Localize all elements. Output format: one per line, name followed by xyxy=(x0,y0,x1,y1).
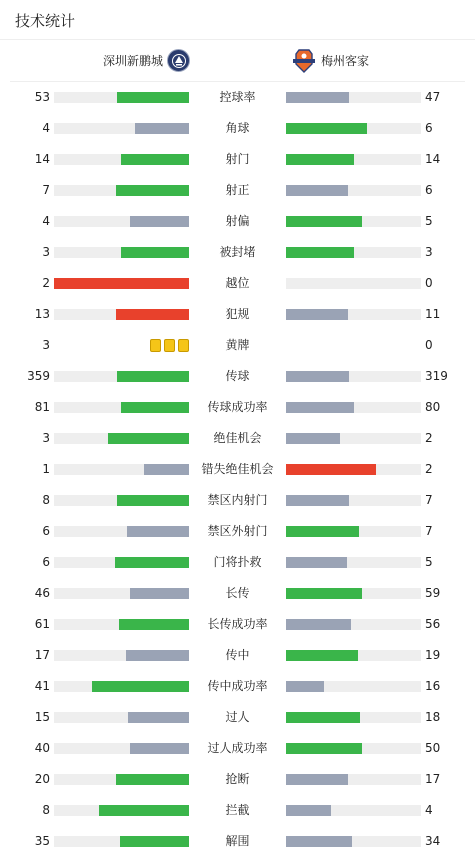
away-stat-bar-fill xyxy=(286,464,376,475)
home-stat-value: 35 xyxy=(34,834,50,848)
away-stat-bar xyxy=(286,619,421,630)
home-stat-bar xyxy=(54,464,189,475)
away-team-logo xyxy=(291,48,317,74)
stat-label: 错失绝佳机会 xyxy=(201,462,274,476)
stat-label: 禁区外射门 xyxy=(207,524,268,538)
away-stat-bar xyxy=(286,185,421,196)
home-team-logo xyxy=(167,49,190,72)
home-stat-bar-fill xyxy=(117,371,189,382)
away-stat-value: 319 xyxy=(425,369,448,383)
home-stat-bar xyxy=(54,495,189,506)
away-stat-value: 19 xyxy=(425,648,441,662)
away-stat-value: 50 xyxy=(425,741,441,755)
away-stat-bar xyxy=(286,247,421,258)
home-stat-value: 61 xyxy=(34,617,50,631)
away-stat-value: 4 xyxy=(425,803,433,817)
away-stat-bar xyxy=(286,681,421,692)
home-stat-bar-fill xyxy=(115,557,189,568)
away-stat-value: 6 xyxy=(425,121,433,135)
away-stat-value: 11 xyxy=(425,307,441,321)
away-stat-value: 59 xyxy=(425,586,441,600)
home-stat-bar xyxy=(54,526,189,537)
stat-row xyxy=(0,82,475,113)
stat-row xyxy=(0,206,475,237)
home-stat-bar-fill xyxy=(99,805,189,816)
home-stat-bar-fill xyxy=(116,309,189,320)
home-stat-value: 40 xyxy=(34,741,50,755)
home-team[interactable] xyxy=(103,40,190,81)
away-stat-bar-fill xyxy=(286,836,352,847)
stat-row xyxy=(0,175,475,206)
home-stat-bar xyxy=(54,433,189,444)
home-stat-bar xyxy=(54,185,189,196)
home-stat-value: 41 xyxy=(34,679,50,693)
home-stat-bar-fill xyxy=(120,836,189,847)
stat-label: 门将扑救 xyxy=(213,555,262,569)
away-stat-bar xyxy=(286,433,421,444)
stat-row xyxy=(0,361,475,392)
away-stat-value: 18 xyxy=(425,710,441,724)
away-stat-bar-fill xyxy=(286,247,354,258)
home-stat-bar-fill xyxy=(121,402,189,413)
away-stat-bar-fill xyxy=(286,774,348,785)
home-stat-value: 13 xyxy=(34,307,50,321)
home-stat-value: 4 xyxy=(42,121,50,135)
home-stat-value: 3 xyxy=(42,338,50,352)
section-title: 技术统计 xyxy=(15,12,76,30)
home-stat-value: 4 xyxy=(42,214,50,228)
home-stat-bar xyxy=(54,371,189,382)
stat-row xyxy=(0,268,475,299)
home-stat-bar xyxy=(54,402,189,413)
home-team-name: 深圳新鹏城 xyxy=(102,54,163,68)
home-stat-bar-fill xyxy=(108,433,189,444)
stat-label: 长传 xyxy=(225,586,250,600)
away-stat-bar xyxy=(286,836,421,847)
home-stat-bar-fill xyxy=(130,216,189,227)
home-stat-bar-fill xyxy=(127,526,189,537)
home-stat-bar xyxy=(54,92,189,103)
stat-label: 越位 xyxy=(225,276,250,290)
home-stat-value: 7 xyxy=(42,183,50,197)
stat-row xyxy=(0,516,475,547)
home-stat-bar xyxy=(54,278,189,289)
home-stat-bar-fill xyxy=(126,650,189,661)
stat-label: 被封堵 xyxy=(219,245,256,259)
away-stat-bar-fill xyxy=(286,650,358,661)
stat-row xyxy=(0,454,475,485)
home-stat-bar xyxy=(54,216,189,227)
away-stat-bar-fill xyxy=(286,402,354,413)
home-stat-bar-fill xyxy=(130,588,189,599)
stat-label: 拦截 xyxy=(225,803,250,817)
away-stat-value: 6 xyxy=(425,183,433,197)
away-stat-bar-fill xyxy=(286,743,362,754)
stats-list xyxy=(0,82,475,857)
stat-label: 过人成功率 xyxy=(207,741,268,755)
stat-row xyxy=(0,237,475,268)
stat-label: 传中 xyxy=(225,648,250,662)
home-stat-value: 81 xyxy=(34,400,50,414)
away-stat-value: 3 xyxy=(425,245,433,259)
home-stat-bar-fill xyxy=(117,92,189,103)
away-stat-value: 0 xyxy=(425,338,433,352)
away-stat-bar xyxy=(286,805,421,816)
stat-row xyxy=(0,795,475,826)
away-stat-bar-fill xyxy=(286,216,362,227)
home-stat-bar xyxy=(54,836,189,847)
away-stat-bar-fill xyxy=(286,123,367,134)
away-stat-bar xyxy=(286,309,421,320)
away-stat-bar xyxy=(286,774,421,785)
home-stat-bar xyxy=(54,309,189,320)
home-stat-bar-fill xyxy=(92,681,189,692)
away-stat-bar-fill xyxy=(286,557,347,568)
away-stat-bar xyxy=(286,464,421,475)
home-stat-value: 6 xyxy=(42,524,50,538)
away-stat-bar-fill xyxy=(286,433,340,444)
away-stat-value: 5 xyxy=(425,214,433,228)
home-stat-value: 6 xyxy=(42,555,50,569)
stat-label: 传球成功率 xyxy=(207,400,268,414)
yellow-card-icon xyxy=(150,339,161,352)
home-stat-value: 359 xyxy=(27,369,50,383)
stat-label: 射偏 xyxy=(225,214,250,228)
away-stat-bar xyxy=(286,402,421,413)
away-stat-value: 80 xyxy=(425,400,441,414)
home-stat-bar xyxy=(54,619,189,630)
home-stat-value: 3 xyxy=(42,245,50,259)
home-stat-bar xyxy=(54,743,189,754)
stat-label: 角球 xyxy=(225,121,250,135)
stat-row xyxy=(0,144,475,175)
home-stat-value: 1 xyxy=(42,462,50,476)
home-stat-value: 14 xyxy=(34,152,50,166)
away-stat-value: 0 xyxy=(425,276,433,290)
home-stat-bar-fill xyxy=(128,712,189,723)
yellow-card-icon xyxy=(164,339,175,352)
away-stat-bar xyxy=(286,216,421,227)
teams-row xyxy=(10,40,465,82)
away-stat-value: 5 xyxy=(425,555,433,569)
stat-row xyxy=(0,826,475,857)
away-stat-value: 47 xyxy=(425,90,441,104)
stat-label: 禁区内射门 xyxy=(207,493,268,507)
home-stat-bar xyxy=(54,774,189,785)
home-stat-bar-fill xyxy=(121,247,189,258)
stat-row xyxy=(0,485,475,516)
home-stat-bar-fill xyxy=(116,185,189,196)
stat-row xyxy=(0,113,475,144)
home-stat-bar xyxy=(54,588,189,599)
stat-label: 射正 xyxy=(225,183,250,197)
stat-label: 过人 xyxy=(225,710,250,724)
stat-row xyxy=(0,578,475,609)
section-header xyxy=(0,0,475,40)
stat-label: 长传成功率 xyxy=(207,617,268,631)
home-stat-value: 17 xyxy=(34,648,50,662)
stat-label: 控球率 xyxy=(219,90,256,104)
away-stat-bar-fill xyxy=(286,681,324,692)
away-stat-value: 56 xyxy=(425,617,441,631)
away-stat-bar-fill xyxy=(286,619,351,630)
home-stat-bar-fill xyxy=(54,278,189,289)
stat-row xyxy=(0,299,475,330)
home-stat-bar xyxy=(54,123,189,134)
away-stat-value: 7 xyxy=(425,493,433,507)
home-stat-bar-fill xyxy=(119,619,189,630)
away-stat-bar xyxy=(286,371,421,382)
stat-row xyxy=(0,609,475,640)
away-stat-bar xyxy=(286,154,421,165)
stat-row xyxy=(0,423,475,454)
away-team[interactable] xyxy=(291,40,369,81)
home-stat-bar xyxy=(54,650,189,661)
stat-label: 传球 xyxy=(225,369,250,383)
home-stat-bar xyxy=(54,154,189,165)
home-stat-bar xyxy=(54,805,189,816)
away-stat-bar-fill xyxy=(286,185,348,196)
away-stat-bar xyxy=(286,650,421,661)
away-stat-value: 14 xyxy=(425,152,441,166)
stat-label: 犯规 xyxy=(225,307,250,321)
stat-label: 解围 xyxy=(225,834,250,848)
stat-label: 黄牌 xyxy=(225,338,250,352)
away-team-name: 梅州客家 xyxy=(321,54,370,68)
stat-row xyxy=(0,671,475,702)
home-stat-value: 15 xyxy=(34,710,50,724)
home-stat-bar xyxy=(54,712,189,723)
home-stat-bar xyxy=(54,557,189,568)
away-stat-bar xyxy=(286,588,421,599)
home-stat-value: 46 xyxy=(34,586,50,600)
away-stat-bar-fill xyxy=(286,495,349,506)
away-stat-value: 34 xyxy=(425,834,441,848)
stat-label: 绝佳机会 xyxy=(213,431,262,445)
home-stat-value: 8 xyxy=(42,493,50,507)
away-stat-bar-fill xyxy=(286,712,360,723)
home-stat-bar-fill xyxy=(144,464,189,475)
home-stat-value: 53 xyxy=(34,90,50,104)
away-stat-bar-fill xyxy=(286,309,348,320)
stat-label: 传中成功率 xyxy=(207,679,268,693)
stat-row xyxy=(0,764,475,795)
stat-label: 抢断 xyxy=(225,772,250,786)
away-stat-value: 16 xyxy=(425,679,441,693)
home-stat-value: 3 xyxy=(42,431,50,445)
away-stat-bar-fill xyxy=(286,805,331,816)
away-stat-bar-fill xyxy=(286,526,359,537)
away-stat-bar-fill xyxy=(286,92,349,103)
stat-label: 射门 xyxy=(225,152,250,166)
away-stat-bar xyxy=(286,92,421,103)
away-stat-bar xyxy=(286,526,421,537)
home-stat-bar-fill xyxy=(117,495,189,506)
yellow-card-icon xyxy=(178,339,189,352)
home-stat-bar-fill xyxy=(116,774,189,785)
away-stat-bar-fill xyxy=(286,588,362,599)
home-stat-bar xyxy=(54,247,189,258)
home-stat-bar-fill xyxy=(135,123,189,134)
stat-row xyxy=(0,330,475,361)
yellow-cards xyxy=(150,339,189,352)
away-stat-bar xyxy=(286,123,421,134)
away-stat-value: 2 xyxy=(425,431,433,445)
stat-row xyxy=(0,702,475,733)
away-stat-value: 2 xyxy=(425,462,433,476)
away-stat-bar xyxy=(286,495,421,506)
stat-row xyxy=(0,392,475,423)
home-stat-bar xyxy=(54,681,189,692)
stat-row xyxy=(0,733,475,764)
home-stat-bar-fill xyxy=(130,743,189,754)
away-stat-bar-fill xyxy=(286,371,349,382)
stat-row xyxy=(0,547,475,578)
away-stat-bar xyxy=(286,278,421,289)
away-stat-value: 17 xyxy=(425,772,441,786)
home-stat-value: 20 xyxy=(34,772,50,786)
home-stat-bar-fill xyxy=(121,154,189,165)
stat-row xyxy=(0,640,475,671)
away-stat-bar xyxy=(286,712,421,723)
away-stat-bar xyxy=(286,743,421,754)
away-stat-value: 7 xyxy=(425,524,433,538)
away-stat-bar xyxy=(286,557,421,568)
home-stat-value: 2 xyxy=(42,276,50,290)
home-stat-value: 8 xyxy=(42,803,50,817)
away-stat-bar-fill xyxy=(286,154,354,165)
